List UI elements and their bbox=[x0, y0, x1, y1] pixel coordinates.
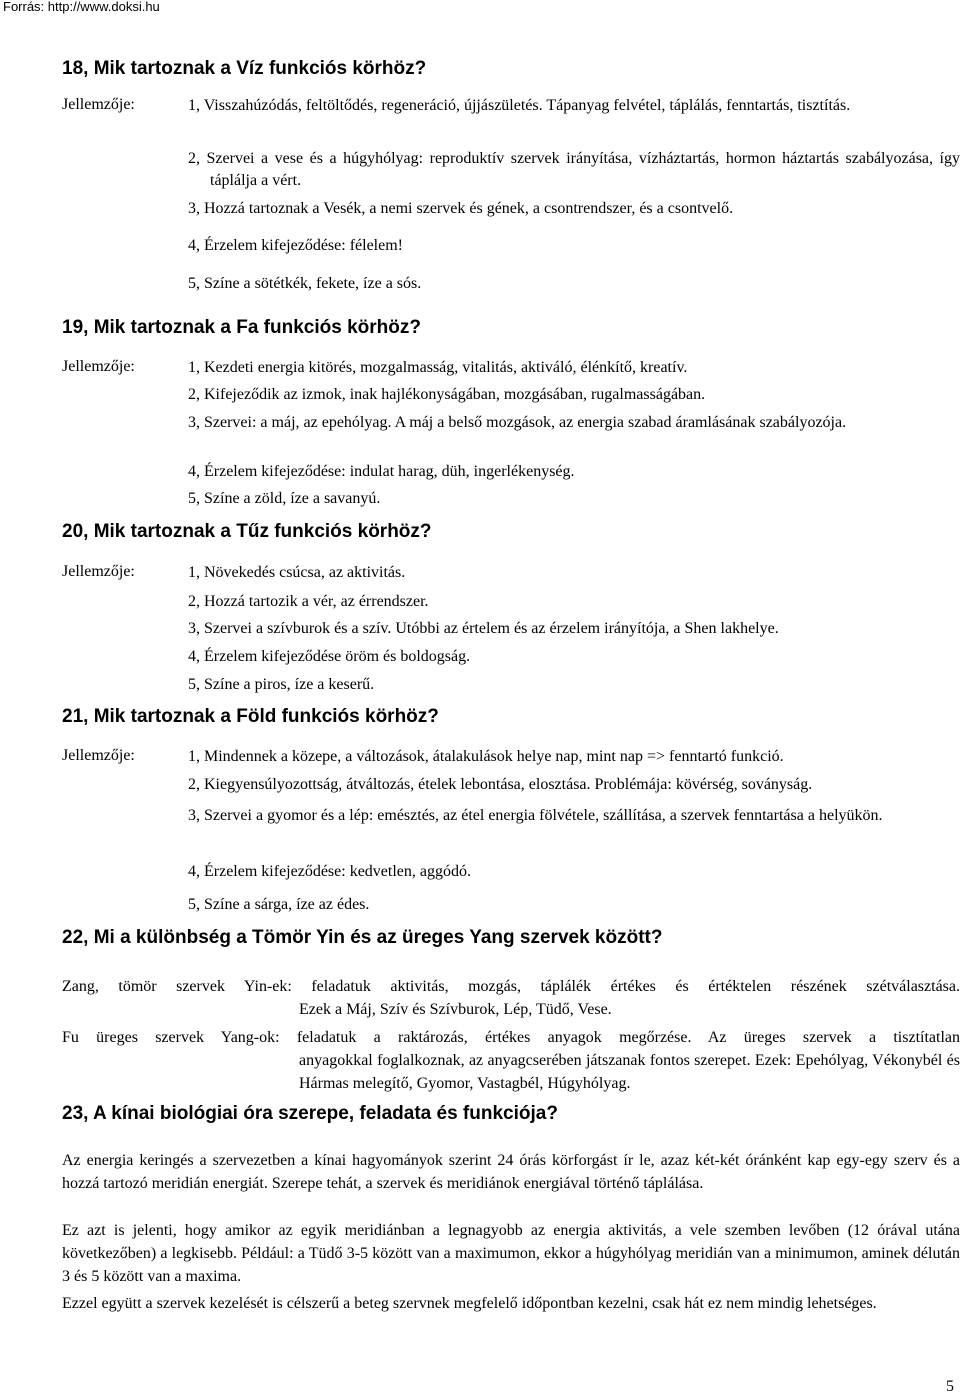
section-20-item-4: 4, Érzelem kifejeződése öröm és boldogság. bbox=[188, 648, 471, 665]
section-21-item-5: 5, Színe a sárga, íze az édes. bbox=[188, 896, 370, 913]
section-20-item-1: 1, Növekedés csúcsa, az aktivitás. bbox=[188, 564, 406, 581]
section-19-item-1: 1, Kezdeti energia kitörés, mozgalmasság, vitalitás, aktiváló, élénkítő, kreatív. bbox=[188, 359, 688, 376]
section-18-item-1: 1, Visszahúzódás, feltöltődés, regeneráció, újjászületés. Tápanyag felvétel, táplálás, fenntartás, tisztítás. bbox=[188, 97, 851, 114]
section-21-heading: 21, Mik tartoznak a Föld funkciós körhöz? bbox=[62, 706, 439, 727]
page-number: 5 bbox=[946, 1378, 954, 1395]
paragraph-1: Az energia keringés a szervezetben a kínai hagyományok szerint 24 órás körforgást ír le, azaz két-két óránként kap egy-egy szerv és a hozzá tartozó meridián energiát. Szerepe tehát, a szervek és meridiánok energiával történő táplálása. bbox=[62, 1152, 960, 1192]
section-23-heading: 23, A kínai biológiai óra szerepe, feladata és funkciója? bbox=[62, 1103, 558, 1124]
section-22-heading: 22, Mi a különbség a Tömör Yin és az üreges Yang szervek között? bbox=[62, 927, 663, 948]
zang-definition-first-line: Zang, tömör szervek Yin-ek: feladatuk aktivitás, mozgás, táplálék értékes és értéktelen részének szétválasztása. bbox=[62, 978, 960, 995]
section-18-item-5: 5, Színe a sötétkék, fekete, íze a sós. bbox=[188, 275, 422, 292]
section-19-label: Jellemzője: bbox=[62, 358, 135, 375]
section-21-item-2: 2, Kiegyensúlyozottság, átváltozás, ételek lebontása, elosztása. Problémája: kövérség, soványság. bbox=[188, 776, 813, 793]
section-21-item-1: 1, Mindennek a közepe, a változások, átalakulások helye nap, mint nap => fenntartó funkció. bbox=[188, 748, 784, 765]
fu-definition-first-line: Fu üreges szervek Yang-ok: feladatuk a raktározás, értékes anyagok megőrzése. Az üreges szervek a tisztítatlan bbox=[62, 1029, 960, 1046]
section-20-item-3: 3, Szervei a szívburok és a szív. Utóbbi az értelem és az érzelem irányítója, a Shen lakhelye. bbox=[188, 620, 779, 637]
source-url: Forrás: http://www.doksi.hu bbox=[3, 0, 160, 14]
section-21-item-3: 3, Szervei a gyomor és a lép: emésztés, az étel energia fölvétele, szállítása, a szervek fenntartása a helyükön. bbox=[188, 807, 883, 824]
paragraph-3: Ezzel együtt a szervek kezelését is célszerű a beteg szervnek megfelelő időpontban kezelni, csak hát ez nem mindig lehetséges. bbox=[62, 1295, 877, 1312]
section-18-item-2: 2, Szervei a vese és a húgyhólyag: reproduktív szervek irányítása, vízháztartás, hormon háztartás szabályozása, így táplálja a vért. bbox=[188, 150, 960, 189]
section-21-label: Jellemzője: bbox=[62, 747, 135, 764]
section-19-item-2: 2, Kifejeződik az izmok, inak hajlékonyságában, mozgásában, rugalmasságában. bbox=[188, 386, 706, 403]
section-20-item-5: 5, Színe a piros, íze a keserű. bbox=[188, 676, 375, 693]
section-19-item-3: 3, Szervei: a máj, az epehólyag. A máj a belső mozgások, az energia szabad áramlásának szabályozója. bbox=[188, 414, 847, 431]
section-18-item-4: 4, Érzelem kifejeződése: félelem! bbox=[188, 237, 403, 254]
section-20-label: Jellemzője: bbox=[62, 563, 135, 580]
section-21-item-4: 4, Érzelem kifejeződése: kedvetlen, aggódó. bbox=[188, 863, 471, 880]
zang-definition-rest: Ezek a Máj, Szív és Szívburok, Lép, Tüdő, Vese. bbox=[299, 1001, 612, 1018]
section-19-item-5: 5, Színe a zöld, íze a savanyú. bbox=[188, 490, 381, 507]
fu-definition bbox=[62, 1026, 960, 1095]
fu-definition-rest: anyagokkal foglalkoznak, az anyagcserében játszanak fontos szerepet. Ezek: Epehólyag, Vékonybél és Hármas melegítő, Gyomor, Vastagbél, Húgyhólyag. bbox=[299, 1052, 960, 1092]
section-18-heading: 18, Mik tartoznak a Víz funkciós körhöz? bbox=[62, 58, 427, 79]
section-20-item-2: 2, Hozzá tartozik a vér, az érrendszer. bbox=[188, 593, 429, 610]
section-18-label: Jellemzője: bbox=[62, 96, 135, 113]
section-18-item-3: 3, Hozzá tartoznak a Vesék, a nemi szervek és gének, a csontrendszer, és a csontvelő. bbox=[188, 200, 734, 217]
section-20-heading: 20, Mik tartoznak a Tűz funkciós körhöz? bbox=[62, 521, 432, 542]
zang-definition bbox=[62, 975, 960, 1021]
paragraph-2: Ez azt is jelenti, hogy amikor az egyik meridiánban a legnagyobb az energia aktivitás, a vele szemben levőben (12 órával utána következőben) a legkisebb. Például: a Tüdő 3-5 között van a maximumon, ekkor a húgyhólyag meridián van a minimumon, aminek délután 3 és 5 között van a maxima. bbox=[62, 1222, 960, 1285]
section-19-heading: 19, Mik tartoznak a Fa funkciós körhöz? bbox=[62, 317, 421, 338]
section-19-item-4: 4, Érzelem kifejeződése: indulat harag, düh, ingerlékenység. bbox=[188, 463, 575, 480]
